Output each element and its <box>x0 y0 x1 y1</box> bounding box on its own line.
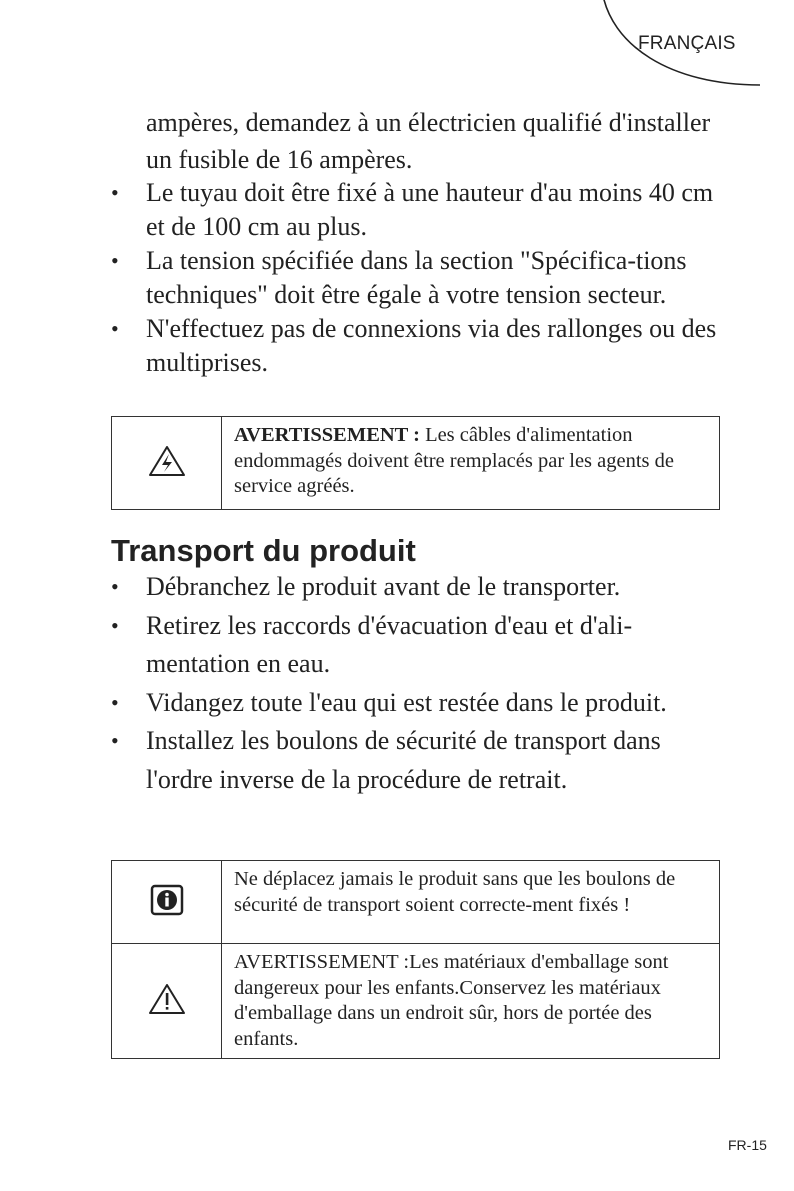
language-label: FRANÇAIS <box>638 33 736 54</box>
icon-cell <box>112 944 222 1059</box>
list-item: • Vidangez toute l'eau qui est restée dans le produit. <box>108 684 728 723</box>
warning-body: Les câbles d'alimentation endommagés doivent être remplacés par les agents de service agréés. <box>234 424 675 497</box>
warning-icon <box>147 982 187 1016</box>
warning-text <box>222 417 720 510</box>
list-item: • Le tuyau doit être fixé à une hauteur d'au moins 40 cm et de 100 cm au plus. <box>108 176 728 243</box>
icon-cell <box>112 417 222 510</box>
list-item: • Débranchez le produit avant de le transporter. <box>108 568 728 607</box>
electric-warning-icon <box>147 444 187 478</box>
notes-table <box>111 860 720 1059</box>
continuation-text: ampères, demandez à un électricien qualifié d'installer un fusible de 16 ampères. <box>146 108 711 174</box>
list-item: • N'effectuez pas de connexions via des rallonges ou des multiprises. <box>108 312 728 379</box>
bullet-list-electrical <box>108 176 728 380</box>
list-item: • Installez les boulons de sécurité de transport dans l'ordre inverse de la procédure de retrait. <box>108 722 728 799</box>
icon-cell <box>112 861 222 944</box>
bullet-list-transport <box>108 568 728 799</box>
warning-text: AVERTISSEMENT :Les matériaux d'emballage sont dangereux pour les enfants.Conservez les matériaux d'emballage dans un endroit sûr, hors de portée des enfants. <box>222 944 720 1059</box>
warning-label: AVERTISSEMENT : <box>234 424 420 446</box>
list-item: • Retirez les raccords d'évacuation d'eau et d'ali-mentation en eau. <box>108 607 728 684</box>
info-icon <box>150 884 184 916</box>
section-heading: Transport du produit <box>111 533 416 568</box>
list-item: • La tension spécifiée dans la section "Spécifica-tions techniques" doit être égale à votre tension secteur. <box>108 244 728 311</box>
warning-box-cables <box>111 416 720 510</box>
page-number: FR-15 <box>728 1137 767 1153</box>
note-text: Ne déplacez jamais le produit sans que les boulons de sécurité de transport soient correcte-ment fixés ! <box>222 861 720 944</box>
